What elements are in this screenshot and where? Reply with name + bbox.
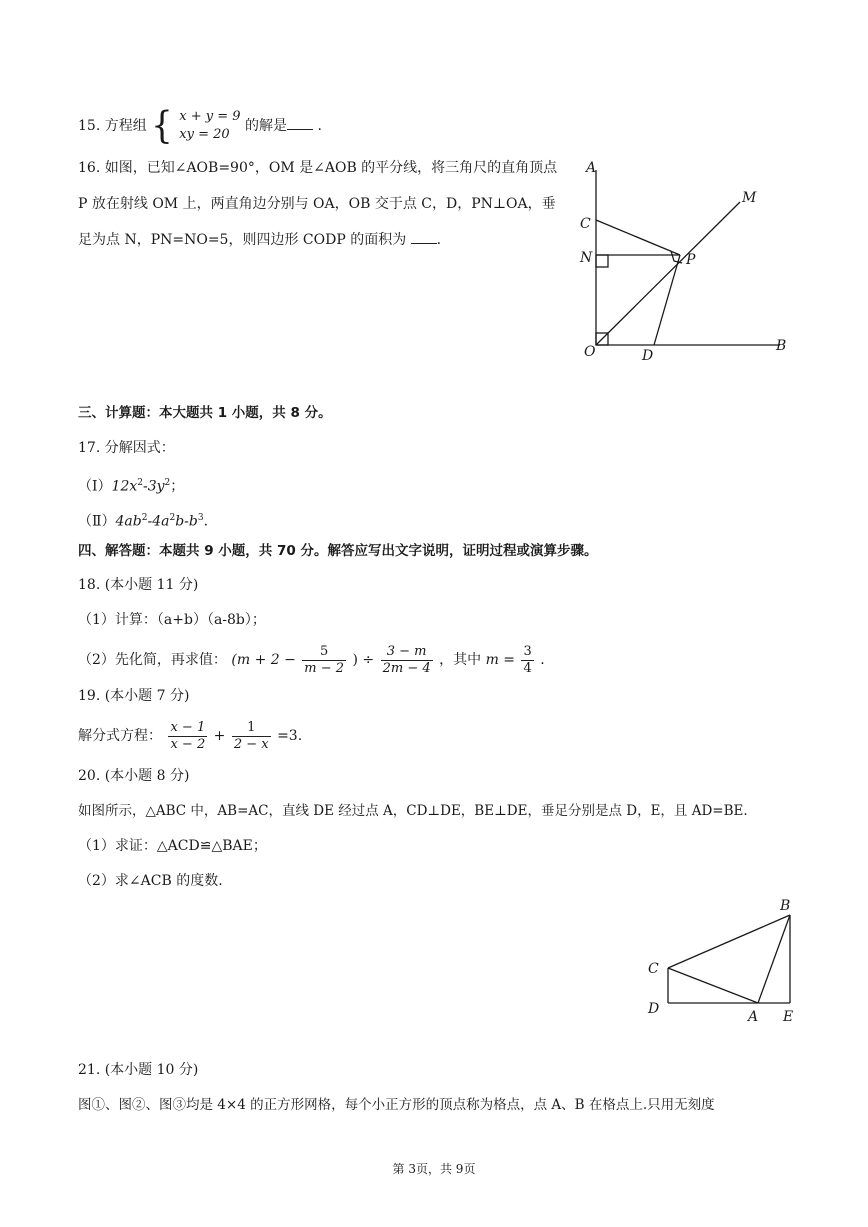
q17-p1-exp: 2 (137, 478, 143, 488)
equation-system (179, 108, 240, 144)
q17-title: 17. 分解因式： (78, 440, 175, 456)
fraction-3-m-over-2m-4 (381, 644, 433, 677)
q17-p2-label: （Ⅱ） (78, 513, 116, 530)
q17-p2-term: 4ab (115, 513, 142, 530)
label-D: D (642, 348, 654, 364)
q18-p2-mid: ，其中 (439, 652, 482, 668)
fraction-numerator: 3 − m (381, 644, 433, 661)
plus-sign: + (213, 728, 226, 744)
q20-statement: 如图所示，△ABC 中，AB=AC，直线 DE 经过点 A，CD⊥DE，BE⊥DE，垂足分别是点 D，E，且 AD=BE. (78, 803, 748, 819)
q20-figure (640, 893, 810, 1028)
q17-p2-term-3: b-b (175, 513, 198, 530)
label-D: D (648, 1001, 660, 1017)
label-M: M (742, 190, 757, 206)
q17-part-1 (78, 473, 184, 497)
q16-end: . (436, 232, 442, 248)
fraction-denominator: m − 2 (304, 660, 345, 676)
q18-p2-close: ) ÷ (352, 652, 375, 668)
q20-part-2: （2）求∠ACB 的度数. (78, 873, 223, 889)
right-angle-mark-N (596, 255, 608, 267)
fraction-denominator: 2 − x (233, 736, 269, 752)
q15-tail: 的解是 (244, 118, 287, 134)
label-C: C (580, 216, 591, 232)
q17-p1-end: ； (170, 478, 185, 495)
answer-blank (287, 115, 313, 130)
q19-prefix: 解分式方程： (78, 728, 162, 744)
q18-p2-prefix: （2）先化简，再求值： (78, 652, 227, 668)
fraction-x-1-over-x-2 (168, 720, 207, 753)
q16-line-2: P 放在射线 OM 上，两直角边分别与 OA，OB 交于点 C，D，PN⊥OA，垂 (78, 196, 556, 212)
answer-blank (411, 229, 437, 244)
q17-p1-term: 12x (111, 478, 138, 495)
fraction-numerator: 3 (523, 643, 532, 659)
q20-title: 20. (本小题 8 分) (78, 768, 190, 784)
q15-end: . (317, 118, 322, 134)
page-footer: 第 3页，共 9页 (392, 1162, 476, 1176)
q19-tail: =3. (277, 728, 303, 744)
label-A: A (748, 1009, 759, 1025)
q20-part-1: （1）求证：△ACD≌△BAE； (78, 838, 267, 854)
question-15 (78, 104, 322, 148)
ray-OM (596, 202, 740, 345)
label-N: N (580, 250, 593, 266)
fraction-denominator: 4 (523, 660, 532, 676)
fraction-numerator: x − 1 (170, 719, 206, 735)
q18-title: 18. (本小题 11 分) (78, 577, 199, 593)
q18-p2-m: m = (485, 652, 516, 668)
fraction-1-over-2-x (232, 720, 271, 753)
label-O: O (584, 344, 596, 360)
segment-CA (668, 968, 758, 1003)
q17-p2-exp-3: 3 (197, 513, 204, 523)
q18-p2-open: (m + 2 − (231, 652, 296, 668)
q18-p2-end: . (540, 652, 545, 668)
segment-PD (654, 255, 680, 345)
fraction-5-over-m-2 (302, 644, 346, 677)
q16-line-1: 16. 如图，已知∠AOB=90°，OM 是∠AOB 的平分线，将三角尺的直角顶点 (78, 160, 558, 176)
q16-figure (570, 150, 800, 375)
q17-p2-term-2: -4a (147, 513, 170, 530)
fraction-numerator: 5 (302, 644, 346, 661)
segment-CP (596, 220, 680, 255)
q19-title: 19. (本小题 7 分) (78, 688, 190, 704)
fraction-3-over-4 (521, 644, 533, 677)
q17-p2-exp: 2 (141, 513, 148, 523)
q17-p1-label: （Ⅰ） (78, 478, 112, 495)
equation-1: x + y = 9 (179, 109, 241, 124)
q19-equation (78, 716, 302, 756)
q17-p2-end: . (203, 513, 209, 530)
q16-line-3 (78, 229, 441, 250)
brace-symbol: { (151, 104, 173, 148)
label-C: C (648, 961, 659, 977)
label-B: B (780, 898, 791, 914)
q17-part-2 (78, 508, 208, 532)
fraction-denominator: 2m − 4 (382, 660, 431, 676)
label-B: B (776, 338, 787, 354)
q18-part-1: （1）计算：（a+b）（a-8b）； (78, 612, 266, 628)
q18-part-2 (78, 640, 545, 680)
fraction-numerator: 1 (232, 720, 271, 737)
q17-p1-term-2: -3y (142, 478, 165, 495)
q17-p2-exp-2: 2 (169, 513, 176, 523)
segment-AB (758, 915, 790, 1003)
q21-title: 21. (本小题 10 分) (78, 1062, 199, 1078)
segment-CB (668, 915, 790, 968)
label-P: P (686, 252, 696, 268)
label-A: A (586, 160, 597, 176)
q21-statement: 图①、图②、图③均是 4×4 的正方形网格，每个小正方形的顶点称为格点，点 A、B 在格点上.只用无刻度 (78, 1097, 715, 1113)
q16-line-3-text: 足为点 N，PN=NO=5，则四边形 CODP 的面积为 (78, 232, 407, 248)
label-E: E (783, 1009, 794, 1025)
section-3-heading: 三、计算题：本大题共 1 小题，共 8 分。 (78, 405, 332, 421)
equation-2: xy = 20 (179, 127, 230, 142)
section-4-heading: 四、解答题：本题共 9 小题，共 70 分。解答应写出文字说明，证明过程或演算步骤。 (78, 543, 598, 559)
q15-number: 15. 方程组 (78, 118, 147, 134)
q17-p1-exp-2: 2 (164, 478, 171, 488)
fraction-denominator: x − 2 (170, 736, 206, 752)
